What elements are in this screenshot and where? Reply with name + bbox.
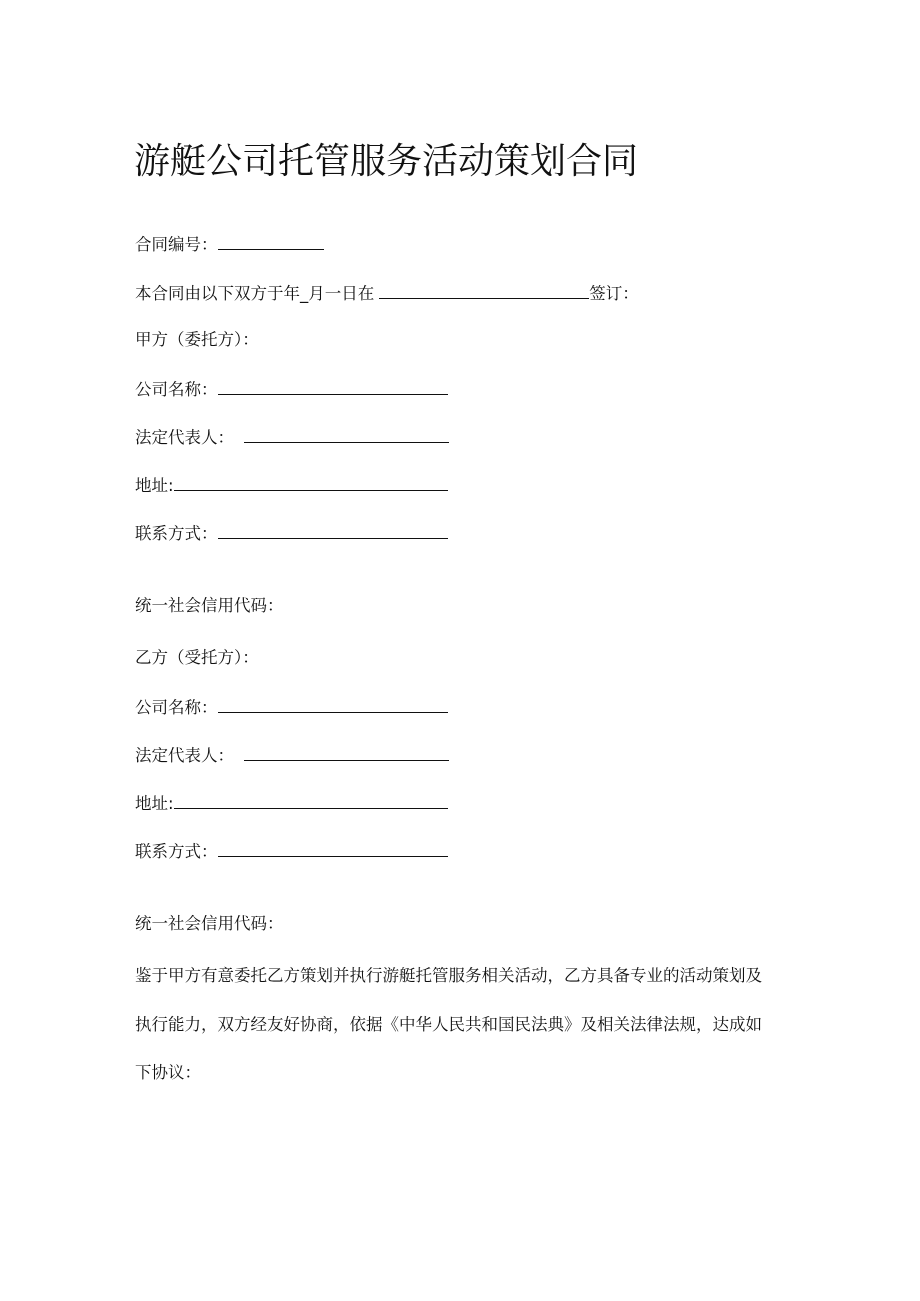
signing-prefix: 本合同由以下双方于年_月一日在 [135, 284, 375, 303]
signing-line [135, 281, 639, 305]
party-a-credit-code: 统一社会信用代码： [135, 596, 284, 615]
party-a-address-line [135, 473, 448, 497]
party-a-legal-rep-blank[interactable] [244, 425, 449, 443]
party-b-legal-rep-blank[interactable] [244, 743, 449, 761]
preamble-line-2: 执行能力，双方经友好协商，依据《中华人民共和国民法典》及相关法律法规，达成如 [135, 1015, 762, 1034]
party-a-legal-rep-label: 法定代表人： [135, 428, 234, 447]
party-a-address-label: 地址: [135, 476, 174, 495]
party-a-contact-blank[interactable] [218, 521, 448, 539]
party-b-contact-label: 联系方式： [135, 842, 218, 861]
party-a-heading: 甲方（委托方）： [135, 330, 259, 349]
party-a-address-blank[interactable] [174, 473, 448, 491]
party-b-contact-line [135, 839, 448, 863]
party-b-heading: 乙方（受托方）： [135, 648, 259, 667]
party-a-contact-line [135, 521, 448, 545]
party-b-credit-code: 统一社会信用代码： [135, 914, 284, 933]
party-a-company-label: 公司名称： [135, 380, 218, 399]
party-a-company-line [135, 377, 448, 401]
party-b-company-line [135, 695, 448, 719]
party-a-company-blank[interactable] [218, 377, 448, 395]
party-a-contact-label: 联系方式： [135, 524, 218, 543]
preamble-line-3: 下协议： [135, 1063, 201, 1082]
signing-suffix: 签订： [589, 284, 639, 303]
party-a-legal-rep-line [135, 425, 449, 449]
party-b-contact-blank[interactable] [218, 839, 448, 857]
signing-place-blank[interactable] [379, 281, 589, 299]
party-b-address-blank[interactable] [174, 791, 448, 809]
party-b-legal-rep-line [135, 743, 449, 767]
contract-number-blank[interactable] [218, 232, 324, 250]
party-b-company-blank[interactable] [218, 695, 448, 713]
party-b-company-label: 公司名称： [135, 698, 218, 717]
contract-number-label: 合同编号： [135, 235, 218, 254]
party-b-address-label: 地址: [135, 794, 174, 813]
preamble-line-1: 鉴于甲方有意委托乙方策划并执行游艇托管服务相关活动，乙方具备专业的活动策划及 [135, 966, 762, 985]
party-b-legal-rep-label: 法定代表人： [135, 746, 234, 765]
contract-number-line [135, 232, 324, 256]
document-title: 游艇公司托管服务活动策划合同 [134, 141, 639, 182]
party-b-address-line [135, 791, 448, 815]
